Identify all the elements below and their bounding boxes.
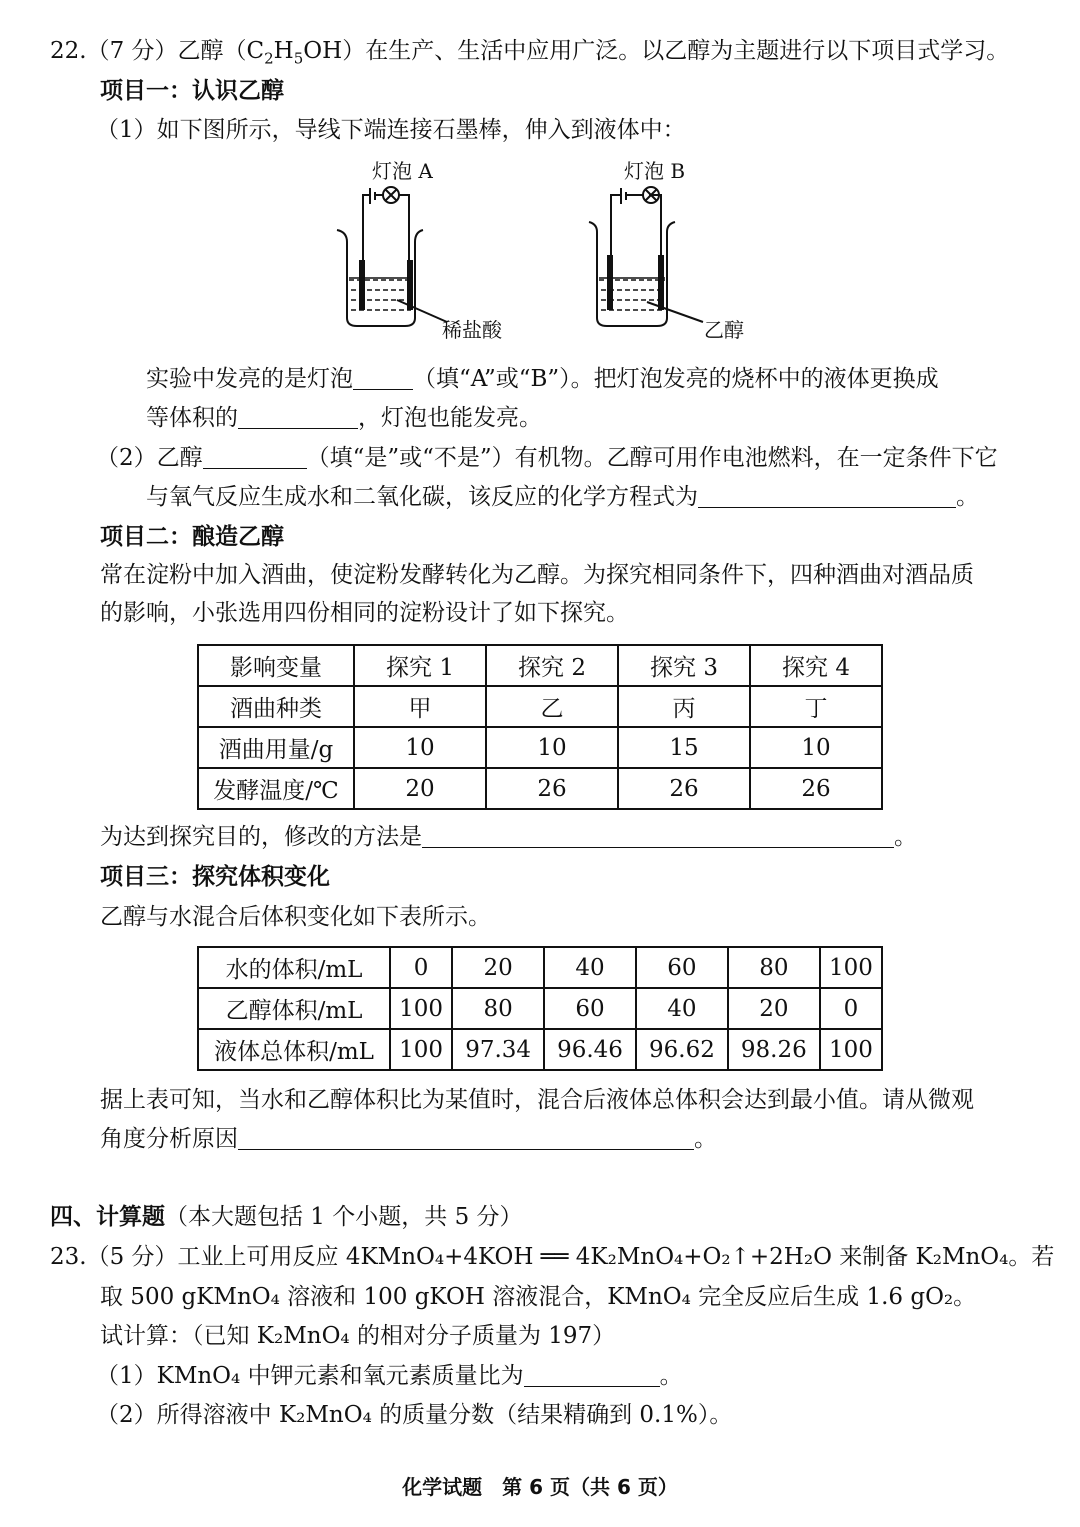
answer-blank-modify[interactable] [422, 825, 894, 848]
table-cell: 20 [452, 947, 544, 988]
q23-line5: （2）所得溶液中 K₂MnO₄ 的质量分数（结果精确到 0.1%）。 [96, 1402, 733, 1428]
p1-q2-line2: 与氧气反应生成水和二氧化碳，该反应的化学方程式为 。 [146, 484, 979, 510]
q23-line1: 23.（5 分）工业上可用反应 4KMnO₄+4KOH ══ 4K₂MnO₄+O₂↑+2H₂O 来制备 K₂MnO₄。若 [50, 1244, 1055, 1270]
project2-title: 项目二：酿造乙醇 [100, 524, 284, 550]
table-cell: 100 [820, 947, 882, 988]
table-cell: 丁 [750, 686, 882, 727]
q23-line4: （1）KMnO₄ 中钾元素和氧元素质量比为 。 [96, 1363, 683, 1389]
answer-blank-equation[interactable] [698, 485, 956, 508]
table-cell: 100 [390, 988, 452, 1029]
table-cell: 探究 4 [750, 645, 882, 686]
table-cell: 探究 2 [486, 645, 618, 686]
liquid-a-label: 稀盐酸 [442, 318, 502, 342]
yeast-experiment-table [197, 644, 883, 810]
table-cell: 探究 1 [354, 645, 486, 686]
row-header-cell: 发酵温度/℃ [198, 768, 354, 809]
row-header-cell: 影响变量 [198, 645, 354, 686]
table-cell: 96.46 [544, 1029, 636, 1070]
table-cell: 乙 [486, 686, 618, 727]
q22-intro: 22.（7 分）乙醇$(C_2H_5OH)$在生产、生活中应用广泛。以乙醇为主题进行以下项目式学习。 [50, 38, 1010, 68]
p2-question: 为达到探究目的，修改的方法是 。 [100, 824, 917, 850]
table-row [198, 988, 882, 1029]
p2-text-line1: 常在淀粉中加入酒曲，使淀粉发酵转化为乙醇。为探究相同条件下，四种酒曲对酒品质 [100, 562, 974, 588]
table-row [198, 768, 882, 809]
table-cell: 丙 [618, 686, 750, 727]
table-cell: 98.26 [728, 1029, 820, 1070]
table-row [198, 686, 882, 727]
table-cell: 40 [544, 947, 636, 988]
table-cell: 0 [820, 988, 882, 1029]
table-cell: 20 [354, 768, 486, 809]
volume-change-table [197, 946, 883, 1071]
table-cell: 甲 [354, 686, 486, 727]
table-cell: 20 [728, 988, 820, 1029]
liquid-b-label: 乙醇 [704, 318, 744, 342]
table-cell: 26 [486, 768, 618, 809]
table-cell: 10 [750, 727, 882, 768]
row-header-cell: 液体总体积/mL [198, 1029, 390, 1070]
page-footer: 化学试题 第 6 页（共 6 页） [402, 1475, 678, 1499]
table-cell: 80 [452, 988, 544, 1029]
row-header-cell: 水的体积/mL [198, 947, 390, 988]
table-row [198, 947, 882, 988]
row-header-cell: 酒曲用量/g [198, 727, 354, 768]
bulb-a-label: 灯泡 A [372, 159, 433, 183]
table-cell: 80 [728, 947, 820, 988]
project3-title: 项目三：探究体积变化 [100, 864, 330, 890]
table-cell: 0 [390, 947, 452, 988]
p2-text-line2: 的影响，小张选用四份相同的淀粉设计了如下探究。 [100, 600, 629, 626]
q23-line3: 试计算：（已知 K₂MnO₄ 的相对分子质量为 197） [100, 1323, 616, 1349]
p3-text: 乙醇与水混合后体积变化如下表所示。 [100, 904, 491, 930]
answer-blank-liquid[interactable] [238, 406, 358, 429]
table-cell: 60 [636, 947, 728, 988]
table-cell: 10 [354, 727, 486, 768]
table-cell: 100 [390, 1029, 452, 1070]
project1-title: 项目一：认识乙醇 [100, 78, 284, 104]
table-row [198, 1029, 882, 1070]
table-cell: 100 [820, 1029, 882, 1070]
p3-question-line2: 角度分析原因 。 [100, 1126, 717, 1152]
table-cell: 60 [544, 988, 636, 1029]
table-cell: 26 [618, 768, 750, 809]
p1-q1-text: （1）如下图所示，导线下端连接石墨棒，伸入到液体中： [96, 117, 686, 143]
row-header-cell: 酒曲种类 [198, 686, 354, 727]
table-cell: 探究 3 [618, 645, 750, 686]
table-cell: 26 [750, 768, 882, 809]
answer-blank-bulb[interactable] [353, 367, 413, 390]
row-header-cell: 乙醇体积/mL [198, 988, 390, 1029]
table-cell: 15 [618, 727, 750, 768]
table-cell: 10 [486, 727, 618, 768]
p1-q2-line1: （2）乙醇 （填“是”或“不是”）有机物。乙醇可用作电池燃料，在一定条件下它 [96, 445, 998, 471]
table-cell: 96.62 [636, 1029, 728, 1070]
section4-title: 四、计算题（本大题包括 1 个小题，共 5 分） [50, 1204, 523, 1230]
p1-q1-line2: 等体积的 ，灯泡也能发亮。 [146, 405, 542, 431]
answer-blank-mass-ratio[interactable] [524, 1364, 660, 1387]
q23-line2: 取 500 gKMnO₄ 溶液和 100 gKOH 溶液混合，KMnO₄ 完全反应后生成 1.6 gO₂。 [100, 1284, 977, 1310]
table-row [198, 727, 882, 768]
table-cell: 40 [636, 988, 728, 1029]
p1-q1-line1: 实验中发亮的是灯泡 （填“A”或“B”）。把灯泡发亮的烧杯中的液体更换成 [146, 366, 939, 392]
bulb-b-label: 灯泡 B [624, 159, 686, 183]
answer-blank-organic[interactable] [203, 446, 307, 469]
table-row [198, 645, 882, 686]
p3-question-line1: 据上表可知，当水和乙醇体积比为某值时，混合后液体总体积会达到最小值。请从微观 [100, 1087, 974, 1113]
answer-blank-reason[interactable] [238, 1127, 694, 1150]
table-cell: 97.34 [452, 1029, 544, 1070]
